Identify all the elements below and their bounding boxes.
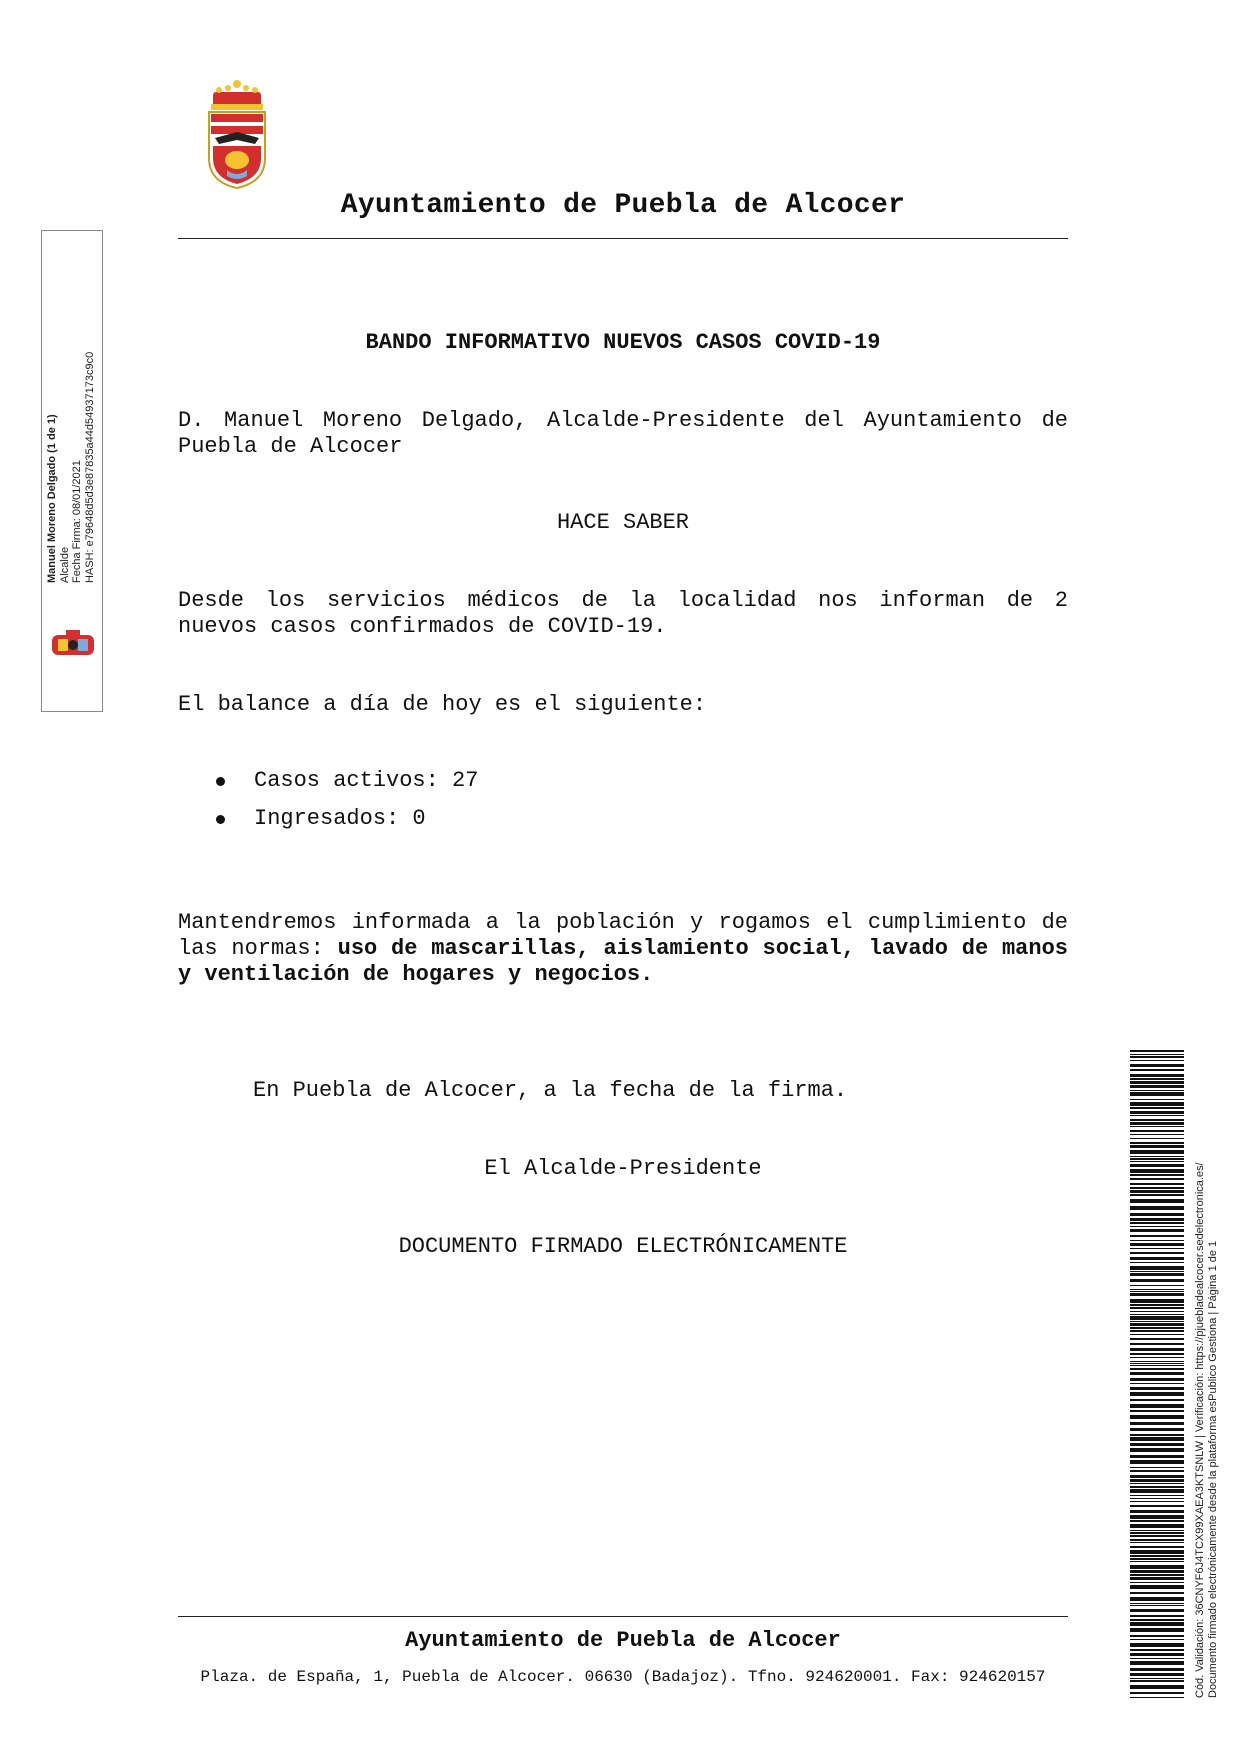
barcode-bar — [1130, 1378, 1184, 1381]
barcode-bar — [1130, 1520, 1184, 1522]
barcode-bar — [1130, 1111, 1184, 1114]
signature-date: Fecha Firma: 08/01/2021 — [71, 460, 83, 583]
barcode-bar — [1130, 1343, 1184, 1345]
barcode-bar — [1130, 1074, 1184, 1077]
barcode-bar — [1130, 1530, 1184, 1531]
barcode-bar — [1130, 1090, 1184, 1091]
barcode-bar — [1130, 1169, 1184, 1173]
barcode-bar — [1130, 1582, 1184, 1583]
barcode-bar — [1130, 1304, 1184, 1306]
barcode-bar — [1130, 1550, 1184, 1554]
barcode-bar — [1130, 1535, 1184, 1537]
barcode-bar — [1130, 1410, 1184, 1412]
barcode-bar — [1130, 1387, 1184, 1390]
barcode-bar — [1130, 1218, 1184, 1221]
barcode-bar — [1130, 1138, 1184, 1139]
validation-code-line: Cód. Validación: 36CNYF6J4TCX99XAEA3KTSNLW | Verificación: https://pjuebladealcocer.sedelectronica.es/ — [1194, 1162, 1206, 1698]
barcode-bar — [1130, 1443, 1184, 1446]
barcode-bar — [1130, 1271, 1184, 1272]
barcode-bar — [1130, 1470, 1184, 1472]
barcode-bar — [1130, 1164, 1184, 1167]
barcode-bar — [1130, 1673, 1184, 1676]
barcode-bar — [1130, 1156, 1184, 1157]
bullet-icon — [216, 815, 225, 824]
signature-stamp-text — [46, 243, 98, 583]
barcode-bar — [1130, 1273, 1184, 1276]
barcode-bar — [1130, 1078, 1184, 1080]
barcode-bar — [1130, 1252, 1184, 1254]
barcode-bar — [1130, 1291, 1184, 1292]
barcode-bar — [1130, 1678, 1184, 1679]
barcode-bar — [1130, 1622, 1184, 1626]
barcode-bar — [1130, 1069, 1184, 1071]
recommendations-text: Mantendremos informada a la población y rogamos el cumplimiento de las normas: — [178, 910, 1068, 961]
barcode-bar — [1130, 1130, 1184, 1132]
barcode-bar — [1130, 1483, 1184, 1484]
header-divider — [178, 238, 1068, 239]
new-cases-paragraph: Desde los servicios médicos de la localidad nos informan de 2 nuevos casos confirmados de COVID-19. — [178, 588, 1068, 639]
barcode-bar — [1130, 1524, 1184, 1528]
hospitalized-text: Ingresados: 0 — [254, 806, 426, 831]
barcode-bar — [1130, 1311, 1184, 1312]
barcode-bar — [1130, 1422, 1184, 1425]
barcode-bar — [1130, 1363, 1184, 1364]
barcode-bar — [1130, 1605, 1184, 1606]
balance-paragraph: El balance a día de hoy es el siguiente: — [178, 692, 707, 717]
barcode-bar — [1130, 1226, 1184, 1227]
platform-line: Documento firmado electrónicamente desde la plataforma esPublico Gestiona | Página 1 de 1 — [1207, 1240, 1219, 1698]
barcode-bar — [1130, 1338, 1184, 1340]
barcode-bar — [1130, 1357, 1184, 1358]
barcode-bar — [1130, 1603, 1184, 1604]
barcode-bar — [1130, 1585, 1184, 1589]
barcode-bar — [1130, 1285, 1184, 1286]
barcode-bar — [1130, 1653, 1184, 1656]
barcode-bar — [1130, 1404, 1184, 1408]
barcode-bar — [1130, 1532, 1184, 1534]
recommendations-bold-text: uso de mascarillas, aislamiento social, lavado de manos y ventilación de hogares y negocios. — [178, 936, 1068, 987]
barcode-bar — [1130, 1099, 1184, 1100]
barcode-bar — [1130, 1257, 1184, 1260]
barcode-bar — [1130, 1050, 1184, 1052]
signature-hash: HASH: e79648d5d3e87835a44d54937173c9c0 — [83, 351, 96, 583]
barcode-bar — [1130, 1460, 1184, 1464]
barcode-bar — [1130, 1486, 1184, 1488]
barcode-bar — [1130, 1266, 1184, 1270]
barcode-bar — [1130, 1107, 1184, 1109]
barcode-bar — [1130, 1293, 1184, 1296]
barcode-bar — [1130, 1081, 1184, 1084]
barcode-bar — [1130, 1054, 1184, 1055]
barcode-bar — [1130, 1314, 1184, 1315]
barcode-bar — [1130, 1565, 1184, 1569]
barcode-bar — [1130, 1615, 1184, 1617]
barcode-bar — [1130, 1161, 1184, 1162]
barcode-bar — [1130, 1635, 1184, 1637]
barcode-bar — [1130, 1092, 1184, 1096]
barcode-bar — [1130, 1592, 1184, 1594]
barcode-bar — [1130, 1501, 1184, 1502]
barcode-bar — [1130, 1240, 1184, 1241]
header-title: Ayuntamiento de Puebla de Alcocer — [340, 190, 906, 221]
barcode-bar — [1130, 1428, 1184, 1431]
barcode-bar — [1130, 1174, 1184, 1176]
municipal-crest-icon — [205, 78, 269, 190]
barcode-bar — [1130, 1577, 1184, 1580]
barcode-bar — [1130, 1158, 1184, 1160]
barcode-bar — [1130, 1194, 1184, 1196]
active-cases-text: Casos activos: 27 — [254, 768, 479, 793]
barcode-bar — [1130, 1619, 1184, 1621]
barcode-bar — [1130, 1150, 1184, 1154]
barcode-bar — [1130, 1235, 1184, 1237]
barcode-bar — [1130, 1448, 1184, 1452]
validation-barcode — [1130, 1050, 1184, 1698]
barcode-bar — [1130, 1187, 1184, 1189]
barcode-bar — [1130, 1498, 1184, 1499]
barcode-bar — [1130, 1327, 1184, 1329]
barcode-bar — [1130, 1570, 1184, 1573]
document-title: BANDO INFORMATIVO NUEVOS CASOS COVID-19 — [365, 330, 881, 355]
barcode-bar — [1130, 1222, 1184, 1224]
barcode-bar — [1130, 1134, 1184, 1135]
barcode-bar — [1130, 1243, 1184, 1246]
barcode-bar — [1130, 1316, 1184, 1320]
barcode-bar — [1130, 1085, 1184, 1088]
barcode-bar — [1130, 1505, 1184, 1507]
barcode-bar — [1130, 1434, 1184, 1436]
barcode-bar — [1130, 1368, 1184, 1370]
barcode-bar — [1130, 1489, 1184, 1493]
barcode-bar — [1130, 1697, 1184, 1698]
stamp-crest-icon — [50, 629, 96, 659]
barcode-bar — [1130, 1661, 1184, 1665]
barcode-bar — [1130, 1574, 1184, 1576]
barcode-bar — [1130, 1692, 1184, 1694]
recommendations-paragraph — [178, 910, 1068, 988]
barcode-bar — [1130, 1353, 1184, 1355]
barcode-bar — [1130, 1495, 1184, 1496]
barcode-bar — [1130, 1190, 1184, 1193]
barcode-bar — [1130, 1668, 1184, 1671]
barcode-bar — [1130, 1515, 1184, 1519]
barcode-bar — [1130, 1289, 1184, 1290]
barcode-bar — [1130, 1546, 1184, 1548]
hace-saber-heading: HACE SABER — [556, 510, 690, 535]
signer-name: Manuel Moreno Delgado (1 de 1) — [46, 414, 58, 583]
barcode-bar — [1130, 1361, 1184, 1362]
barcode-bar — [1130, 1206, 1184, 1210]
barcode-bar — [1130, 1321, 1184, 1322]
barcode-bar — [1130, 1597, 1184, 1601]
barcode-bar — [1130, 1639, 1184, 1640]
barcode-bar — [1130, 1213, 1184, 1216]
barcode-bar — [1130, 1685, 1184, 1689]
barcode-bar — [1130, 1323, 1184, 1326]
barcode-bar — [1130, 1415, 1184, 1419]
signature-stamp — [41, 230, 103, 712]
list-item — [210, 768, 478, 794]
barcode-bar — [1130, 1649, 1184, 1651]
verification-text — [1194, 1058, 1234, 1698]
barcode-bar — [1130, 1056, 1184, 1058]
barcode-bar — [1130, 1119, 1184, 1121]
date-place-line: En Puebla de Alcocer, a la fecha de la firma. — [253, 1078, 848, 1103]
barcode-bar — [1130, 1115, 1184, 1116]
barcode-bar — [1130, 1383, 1184, 1384]
barcode-bar — [1130, 1475, 1184, 1478]
barcode-bar — [1130, 1437, 1184, 1441]
barcode-bar — [1130, 1628, 1184, 1632]
signer-title: Alcalde — [58, 546, 71, 583]
barcode-bar — [1130, 1561, 1184, 1562]
barcode-bar — [1130, 1102, 1184, 1106]
barcode-bar — [1130, 1262, 1184, 1263]
barcode-bar — [1130, 1365, 1184, 1366]
barcode-bar — [1130, 1142, 1184, 1144]
barcode-bar — [1130, 1372, 1184, 1375]
barcode-bar — [1130, 1248, 1184, 1249]
bullet-icon — [216, 777, 225, 786]
barcode-bar — [1130, 1330, 1184, 1332]
barcode-bar — [1130, 1060, 1184, 1061]
barcode-bar — [1130, 1307, 1184, 1309]
signer-role: El Alcalde-Presidente — [484, 1156, 762, 1181]
barcode-bar — [1130, 1229, 1184, 1232]
barcode-bar — [1130, 1539, 1184, 1541]
barcode-bar — [1130, 1145, 1184, 1148]
barcode-bar — [1130, 1122, 1184, 1125]
barcode-bar — [1130, 1455, 1184, 1458]
barcode-bar — [1130, 1555, 1184, 1557]
barcode-bar — [1130, 1178, 1184, 1180]
barcode-bar — [1130, 1510, 1184, 1513]
barcode-bar — [1130, 1542, 1184, 1543]
barcode-bar — [1130, 1126, 1184, 1127]
barcode-bar — [1130, 1334, 1184, 1335]
barcode-bar — [1130, 1299, 1184, 1303]
barcode-bar — [1130, 1183, 1184, 1185]
barcode-bar — [1130, 1279, 1184, 1282]
barcode-bar — [1130, 1558, 1184, 1560]
barcode-bar — [1130, 1467, 1184, 1468]
barcode-bar — [1130, 1609, 1184, 1612]
footer-divider — [178, 1616, 1068, 1617]
footer-address: Plaza. de España, 1, Puebla de Alcocer. 06630 (Badajoz). Tfno. 924620001. Fax: 924620157 — [200, 1668, 1046, 1686]
barcode-bar — [1130, 1479, 1184, 1482]
barcode-bar — [1130, 1064, 1184, 1067]
barcode-bar — [1130, 1680, 1184, 1682]
barcode-bar — [1130, 1348, 1184, 1351]
barcode-bar — [1130, 1399, 1184, 1401]
barcode-bar — [1130, 1658, 1184, 1659]
signed-note: DOCUMENTO FIRMADO ELECTRÓNICAMENTE — [398, 1234, 848, 1259]
balance-list — [210, 768, 478, 844]
footer-title: Ayuntamiento de Puebla de Alcocer — [405, 1628, 841, 1653]
barcode-bar — [1130, 1643, 1184, 1647]
barcode-bar — [1130, 1392, 1184, 1396]
intro-paragraph: D. Manuel Moreno Delgado, Alcalde-Presidente del Ayuntamiento de Puebla de Alcocer — [178, 408, 1068, 459]
list-item — [210, 806, 478, 832]
barcode-bar — [1130, 1199, 1184, 1203]
